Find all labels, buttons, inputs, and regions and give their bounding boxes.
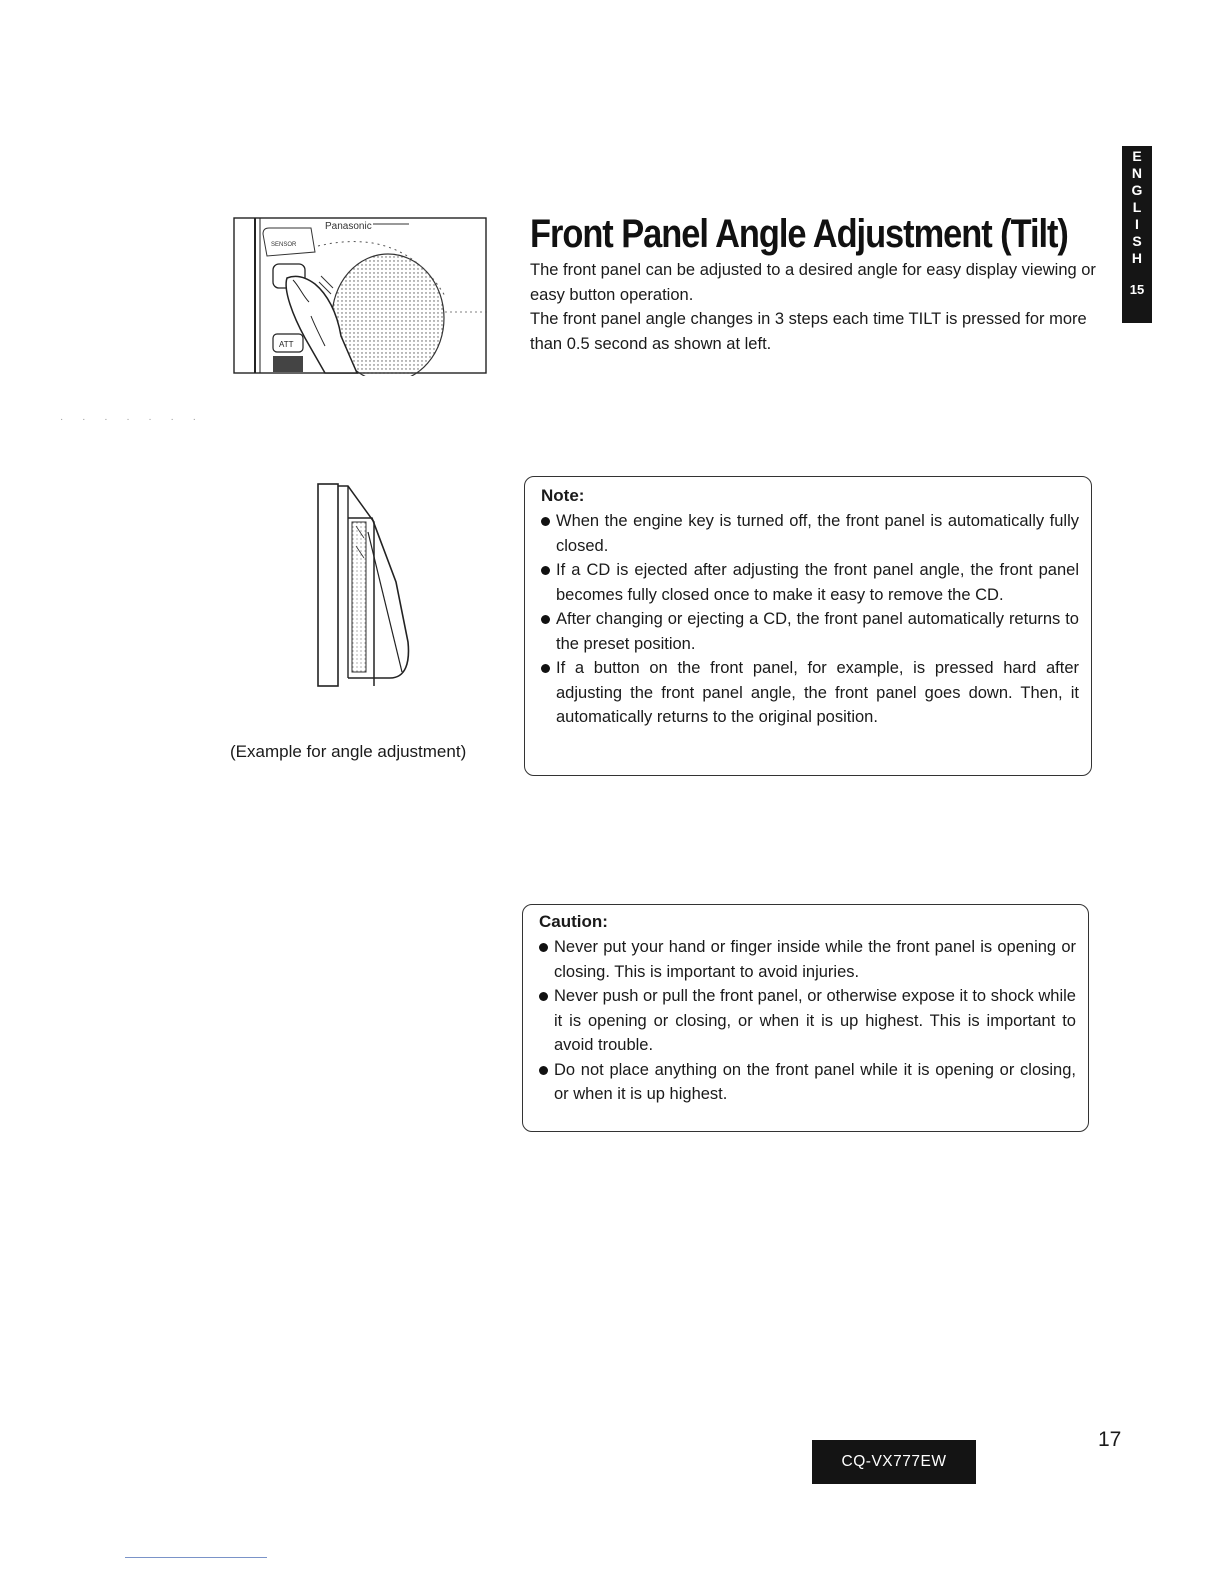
sensor-label: SENSOR [271, 242, 297, 248]
language-letter: H [1131, 250, 1143, 266]
section-page-number: 15 [1129, 282, 1145, 297]
intro-text [530, 258, 1100, 356]
illustration-caption: (Example for angle adjustment) [230, 742, 467, 761]
caution-heading: Caution: [539, 912, 608, 931]
note-item: When the engine key is turned off, the front panel is automatically fully closed. [539, 509, 1079, 558]
language-letter: I [1135, 216, 1139, 232]
language-tab [1122, 146, 1152, 323]
intro-paragraph-1: The front panel can be adjusted to a desired angle for easy display viewing or easy button operation. [530, 261, 1096, 304]
caution-list [537, 935, 1076, 1107]
language-letter: G [1131, 182, 1143, 198]
language-letter: E [1132, 148, 1142, 164]
note-item: After changing or ejecting a CD, the front panel automatically returns to the preset position. [539, 607, 1079, 656]
note-item: If a button on the front panel, for example, is pressed hard after adjusting the front panel angle, the front panel goes down. Then, it automatically returns to the original position. [539, 656, 1079, 730]
language-letters [1132, 148, 1143, 267]
model-badge: CQ-VX777EW [812, 1440, 976, 1484]
caution-item: Never put your hand or finger inside while the front panel is opening or closing. This is important to avoid injuries. [537, 935, 1076, 984]
page-number: 17 [1098, 1428, 1122, 1451]
language-letter: N [1131, 165, 1143, 181]
brand-label: Panasonic [325, 221, 372, 232]
angle-side-view-illustration [316, 482, 416, 688]
language-letter: S [1132, 233, 1142, 249]
caution-item: Never push or pull the front panel, or otherwise expose it to shock while it is opening or closing, or when it is up highest. This is important to avoid trouble. [537, 984, 1076, 1058]
scan-specks: · · · · · · · [60, 414, 204, 425]
note-heading: Note: [541, 486, 585, 505]
language-letter: L [1132, 199, 1142, 215]
tilt-button-illustration [233, 216, 487, 376]
page-title: Front Panel Angle Adjustment (Tilt) [530, 212, 1068, 256]
note-list [539, 509, 1079, 730]
caution-item: Do not place anything on the front panel while it is opening or closing, or when it is up highest. [537, 1058, 1076, 1107]
caution-box [522, 904, 1089, 1132]
note-box [524, 476, 1092, 776]
intro-paragraph-2: The front panel angle changes in 3 steps each time TILT is pressed for more than 0.5 second as shown at left. [530, 310, 1087, 353]
footer-rule [125, 1557, 267, 1558]
att-label: ATT [279, 340, 294, 349]
note-item: If a CD is ejected after adjusting the front panel angle, the front panel becomes fully closed once to make it easy to remove the CD. [539, 558, 1079, 607]
